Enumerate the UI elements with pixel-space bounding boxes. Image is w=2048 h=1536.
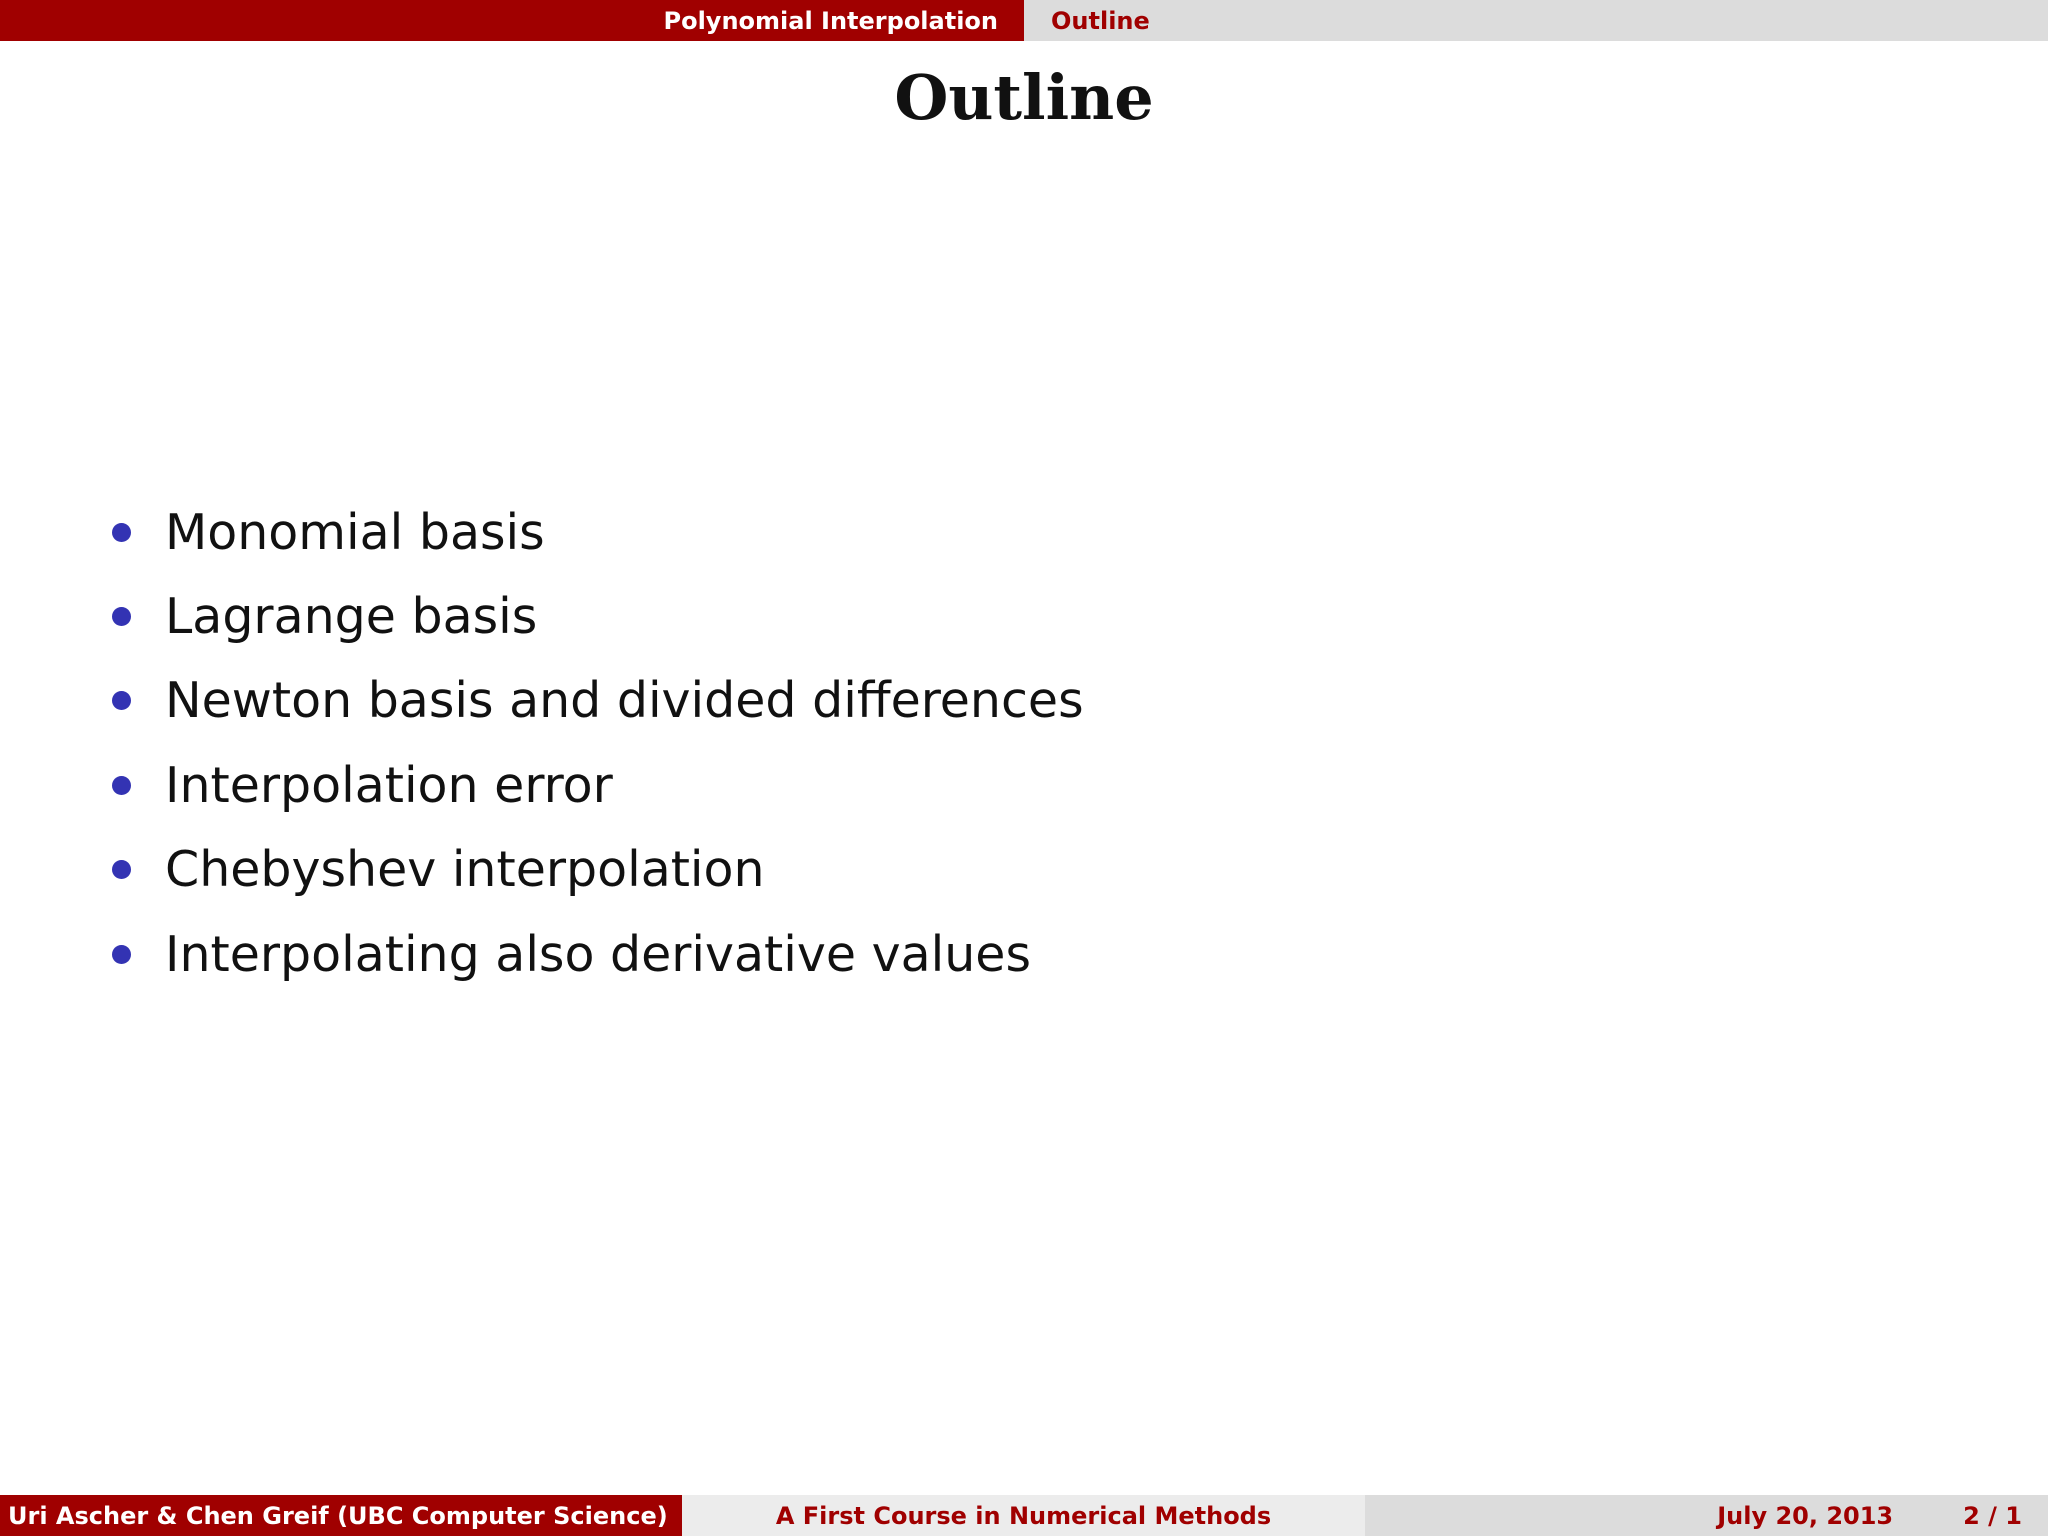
footer-course-title[interactable]: A First Course in Numerical Methods: [775, 1501, 1272, 1530]
list-item: [112, 490, 1084, 574]
bullet-icon: [112, 860, 131, 879]
list-item-label: Interpolating also derivative values: [165, 925, 1031, 983]
bullet-icon: [112, 523, 131, 542]
footer-title-panel: [682, 1495, 1365, 1536]
list-item: [112, 659, 1084, 743]
bullet-icon: [112, 945, 131, 964]
outline-list: [112, 490, 1084, 996]
list-item: [112, 743, 1084, 827]
header-section-link[interactable]: Polynomial Interpolation: [663, 6, 998, 35]
header-subsection-panel: [1024, 0, 2048, 41]
page-number: 2 / 1: [1963, 1501, 2022, 1530]
footer-authors-panel: [0, 1495, 682, 1536]
list-item-label: Newton basis and divided differences: [165, 672, 1084, 730]
bullet-icon: [112, 691, 131, 710]
bullet-icon: [112, 607, 131, 626]
list-item-label: Lagrange basis: [165, 588, 538, 646]
footer-date-panel: [1365, 1495, 2048, 1536]
header-subsection-link[interactable]: Outline: [1051, 6, 1150, 35]
list-item: [112, 828, 1084, 912]
list-item: [112, 574, 1084, 658]
header-navigation-bar: [0, 0, 2048, 41]
header-section-panel: [0, 0, 1024, 41]
footer-authors[interactable]: Uri Ascher & Chen Greif (UBC Computer Science): [8, 1501, 668, 1530]
list-item-label: Monomial basis: [165, 503, 545, 561]
list-item-label: Interpolation error: [165, 756, 613, 814]
list-item-label: Chebyshev interpolation: [165, 841, 765, 899]
footer-bar: [0, 1495, 2048, 1536]
frame-title: Outline: [894, 61, 1154, 134]
footer-date: July 20, 2013: [1717, 1501, 1894, 1530]
bullet-icon: [112, 776, 131, 795]
list-item: [112, 912, 1084, 996]
